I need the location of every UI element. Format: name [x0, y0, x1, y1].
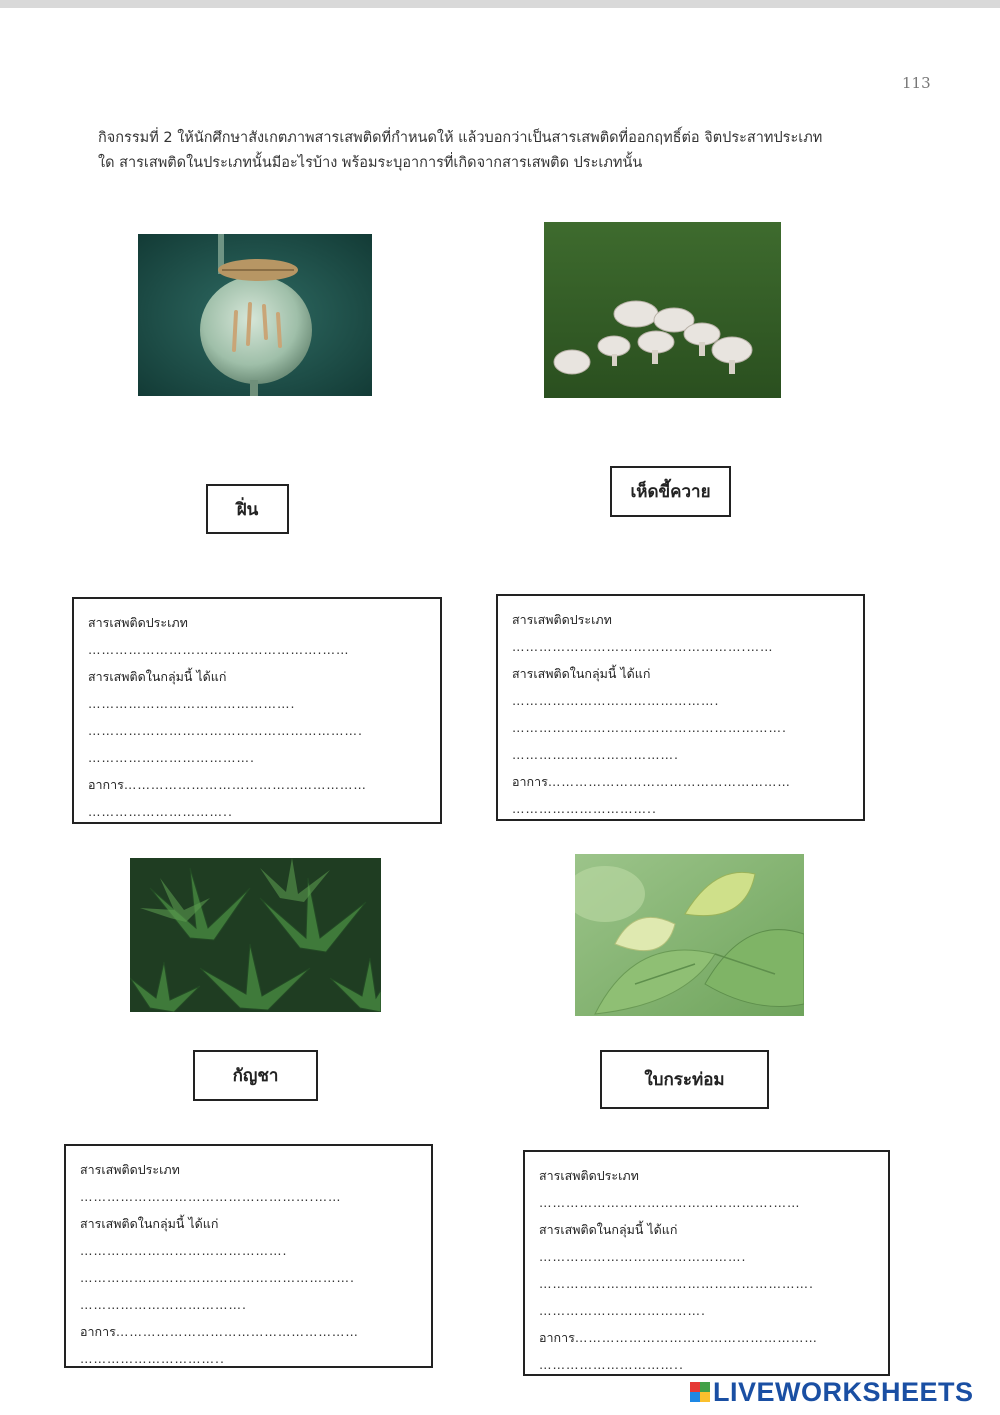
item-label-cannabis: กัญชา — [193, 1050, 318, 1101]
logo-square — [690, 1392, 700, 1402]
type-answer-line[interactable]: …………………………………………….…… — [512, 639, 774, 654]
opium-poppy-image — [138, 234, 372, 396]
type-answer-line[interactable]: …………………………………………….…… — [80, 1189, 342, 1204]
page-number: 113 — [902, 74, 931, 92]
symptom-line[interactable] — [512, 768, 849, 795]
symptom-answer-line[interactable]: ………………………….. — [512, 801, 657, 816]
members-answer-line[interactable]: ……………………………………………………. — [88, 723, 363, 738]
instruction-line: ใด สารเสพติดในประเภทนั้นมีอะไรบ้าง พร้อมระบุอาการที่เกิดจากสารเสพติด ประเภทนั้น — [98, 155, 643, 171]
members-answer-line[interactable]: ……………………………………………………. — [512, 720, 787, 735]
members-answer-line[interactable]: ………………………………. — [539, 1303, 706, 1318]
cannabis-image — [130, 858, 381, 1012]
symptom-label: อาการ — [539, 1330, 575, 1345]
members-label: สารเสพติดในกลุ่มนี้ ได้แก่ — [512, 666, 651, 681]
members-answer-line[interactable]: ………………………………………. — [88, 696, 296, 711]
logo-square — [690, 1382, 700, 1392]
answer-box-mushroom — [496, 594, 865, 821]
members-answer-line[interactable]: ………………………………………. — [512, 693, 720, 708]
symptom-answer-line[interactable]: ………………………….. — [539, 1357, 684, 1372]
liveworksheets-brand[interactable] — [690, 1376, 974, 1408]
type-label: สารเสพติดประเภท — [512, 612, 612, 627]
symptom-line[interactable] — [80, 1318, 417, 1345]
logo-square — [700, 1392, 710, 1402]
members-answer-line[interactable]: ………………………………………. — [80, 1243, 288, 1258]
members-label: สารเสพติดในกลุ่มนี้ ได้แก่ — [88, 669, 227, 684]
logo-square — [700, 1382, 710, 1392]
answer-box-cannabis — [64, 1144, 433, 1368]
members-answer-line[interactable]: ……………………………………………………. — [80, 1270, 355, 1285]
symptom-dots: ……………………………………………… — [123, 777, 367, 792]
members-answer-line[interactable]: ………………………………. — [80, 1297, 247, 1312]
symptom-dots: ……………………………………………… — [547, 774, 791, 789]
members-answer-line[interactable]: ……………………………………………………. — [539, 1276, 814, 1291]
kratom-image — [575, 854, 804, 1016]
members-answer-line[interactable]: ………………………………. — [512, 747, 679, 762]
members-answer-line[interactable]: ………………………………. — [88, 750, 255, 765]
symptom-dots: ……………………………………………… — [574, 1330, 818, 1345]
symptom-line[interactable] — [539, 1324, 874, 1351]
instruction-line: กิจกรรมที่ 2 ให้นักศึกษาสังเกตภาพสารเสพติดที่กำหนดให้ แล้วบอกว่าเป็นสารเสพติดที่ออกฤทธิ์ต่อ จิตประสาทประเภท — [98, 130, 823, 146]
instruction-text — [98, 126, 958, 176]
item-label-mushroom: เห็ดขี้ควาย — [610, 466, 731, 517]
type-answer-line[interactable]: …………………………………………….…… — [88, 642, 350, 657]
symptom-label: อาการ — [80, 1324, 116, 1339]
symptom-label: อาการ — [88, 777, 124, 792]
item-label-kratom: ใบกระท่อม — [600, 1050, 769, 1109]
members-answer-line[interactable]: ………………………………………. — [539, 1249, 747, 1264]
members-label: สารเสพติดในกลุ่มนี้ ได้แก่ — [80, 1216, 219, 1231]
liveworksheets-logo-icon — [690, 1382, 710, 1402]
top-bar — [0, 0, 1000, 8]
symptom-label: อาการ — [512, 774, 548, 789]
answer-box-opium — [72, 597, 442, 824]
mushroom-image — [544, 222, 781, 398]
symptom-dots: ……………………………………………… — [115, 1324, 359, 1339]
symptom-line[interactable] — [88, 771, 426, 798]
type-label: สารเสพติดประเภท — [80, 1162, 180, 1177]
answer-box-kratom — [523, 1150, 890, 1376]
symptom-answer-line[interactable]: ………………………….. — [88, 804, 233, 819]
brand-name: LIVEWORKSHEETS — [713, 1376, 974, 1407]
members-label: สารเสพติดในกลุ่มนี้ ได้แก่ — [539, 1222, 678, 1237]
item-label-opium: ฝิ่น — [206, 484, 289, 534]
type-label: สารเสพติดประเภท — [539, 1168, 639, 1183]
symptom-answer-line[interactable]: ………………………….. — [80, 1351, 225, 1366]
type-label: สารเสพติดประเภท — [88, 615, 188, 630]
type-answer-line[interactable]: …………………………………………….…… — [539, 1195, 801, 1210]
